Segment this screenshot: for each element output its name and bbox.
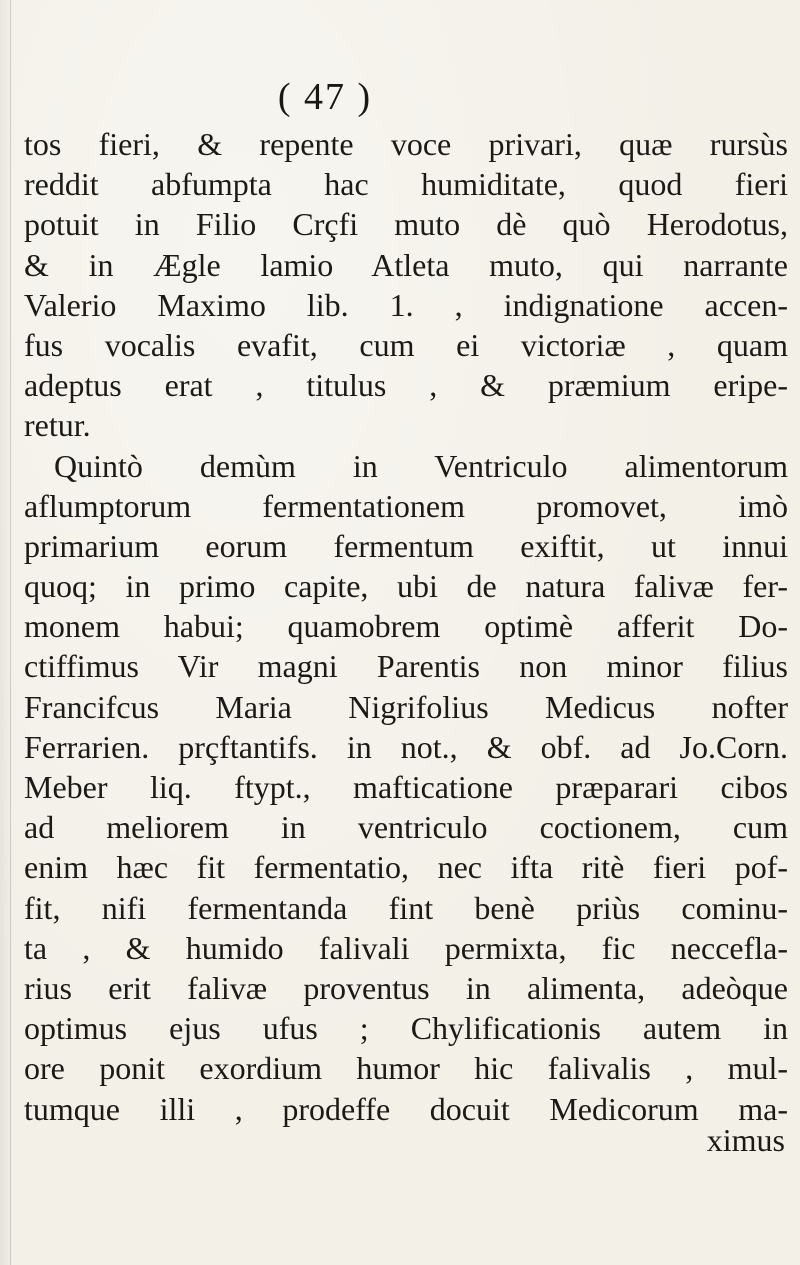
- text-line: ctiffimus Vir magni Parentis non minor filius: [24, 648, 788, 685]
- text-line: ad meliorem in ventriculo coctionem, cum: [24, 809, 788, 846]
- text-line: adeptus erat , titulus , & præmium eripe-: [24, 367, 788, 404]
- paragraph-start-line: Quintò demùm in Ventriculo alimentorum: [54, 447, 788, 484]
- text-line: aflumptorum fermentationem promovet, imò: [24, 487, 788, 524]
- binding-gutter: [10, 0, 11, 1265]
- text-line: fit, nifi fermentanda fint benè priùs cominu-: [24, 889, 788, 926]
- text-line: primarium eorum fermentum exiftit, ut innui: [24, 527, 788, 564]
- text-line: reddit abfumpta hac humiditate, quod fieri: [24, 166, 788, 203]
- body-text: [24, 124, 788, 1129]
- text-line: enim hæc fit fermentatio, nec ifta ritè fieri pof-: [24, 849, 788, 886]
- text-line: Valerio Maximo lib. 1. , indignatione accen-: [24, 286, 788, 323]
- text-line: rius erit falivæ proventus in alimenta, adeòque: [24, 969, 788, 1006]
- catchword: ximus: [706, 1122, 785, 1158]
- text-line: tos fieri, & repente voce privari, quæ rursùs: [24, 126, 788, 162]
- text-line: & in Ægle lamio Atleta muto, qui narrante: [24, 246, 788, 283]
- text-line: quoq; in primo capite, ubi de natura falivæ fer-: [24, 568, 788, 605]
- text-line: Ferrarien. prçftantifs. in not., & obf. ad Jo.Corn.: [24, 728, 788, 765]
- text-line: Francifcus Maria Nigrifolius Medicus nofter: [24, 688, 788, 725]
- text-line: potuit in Filio Crçfi muto dè quò Herodotus,: [24, 206, 788, 243]
- text-line: optimus ejus ufus ; Chylificationis autem in: [24, 1010, 788, 1047]
- text-line: fus vocalis evafit, cum ei victoriæ , quam: [24, 326, 788, 363]
- page-number: ( 47 ): [277, 76, 373, 118]
- text-line: tumque illi , prodeffe docuit Medicorum ma-: [24, 1090, 788, 1127]
- text-line: ta , & humido falivali permixta, fic neccefla-: [24, 929, 788, 966]
- text-line: Meber liq. ftypt., mafticatione præparari cibos: [24, 769, 788, 805]
- text-line: monem habui; quamobrem optimè afferit Do-: [24, 608, 788, 645]
- text-line: retur.: [24, 407, 91, 444]
- text-line: ore ponit exordium humor hic falivalis , mul-: [24, 1050, 788, 1087]
